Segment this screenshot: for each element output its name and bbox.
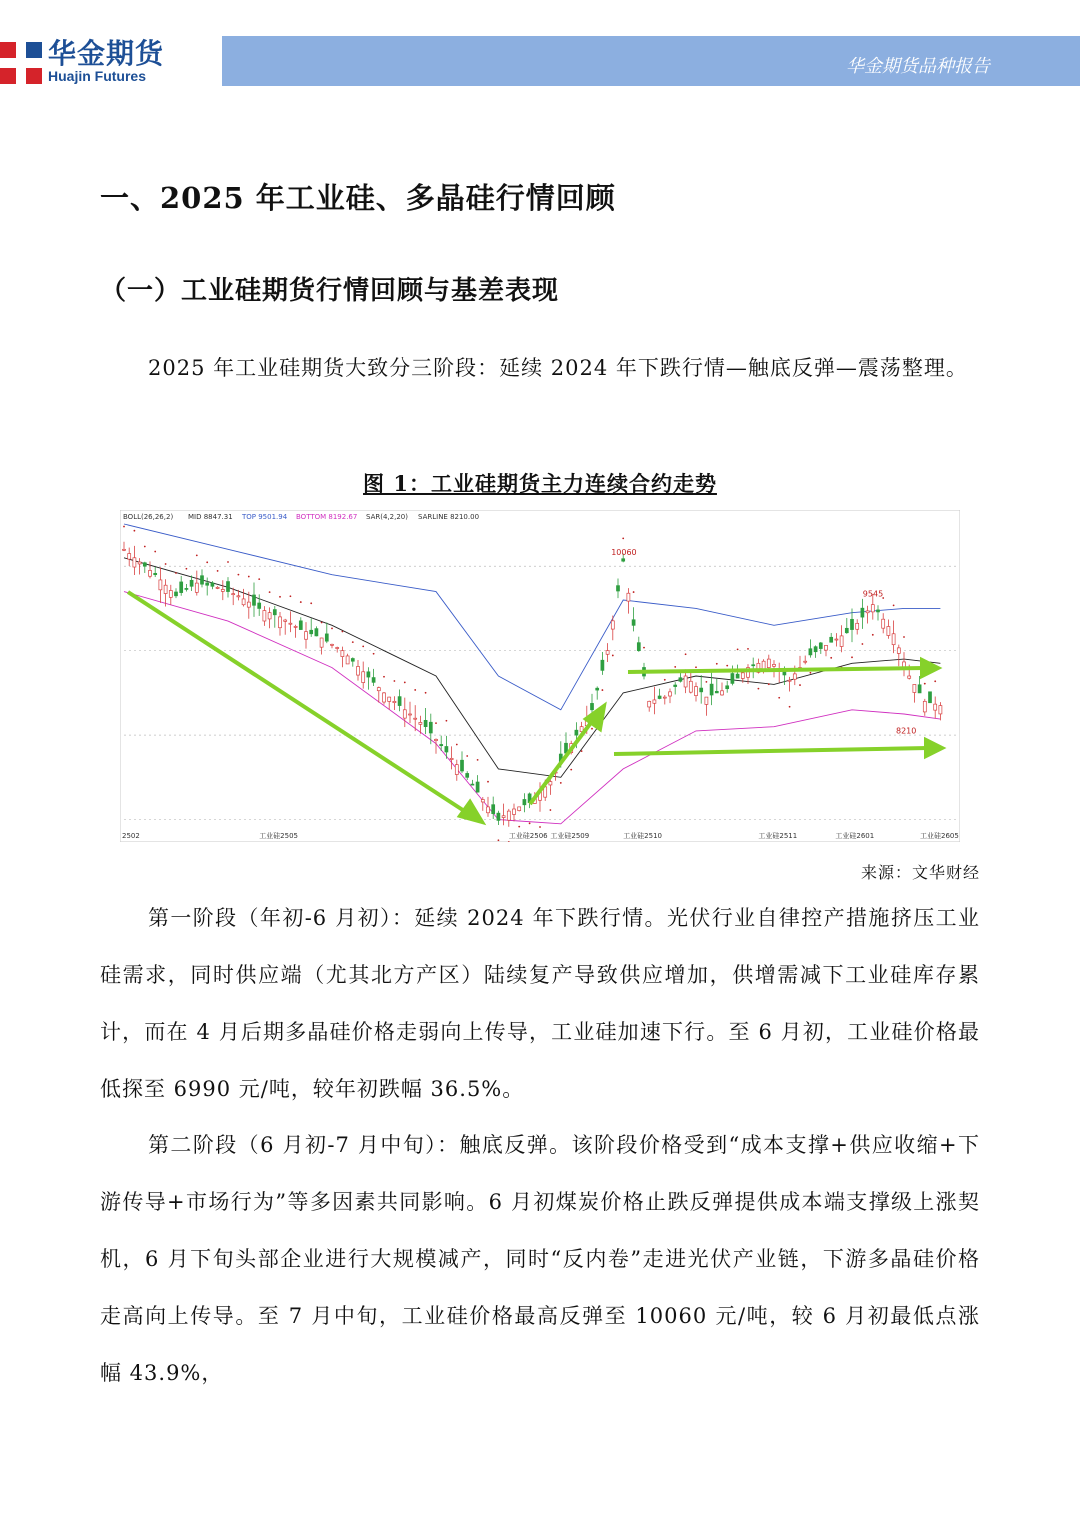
sar-dot (581, 750, 583, 752)
sar-dot (768, 683, 770, 685)
sar-dot (414, 689, 416, 691)
header-banner (222, 36, 1080, 86)
sar-dot (342, 631, 344, 633)
price-annotation: 9545 (862, 589, 884, 599)
sar-dot (893, 604, 895, 606)
sar-dot (269, 591, 271, 593)
subsection-title: （一）工业硅期货行情回顾与基差表现 (100, 276, 560, 306)
section-title: 一、2025 年工业硅、多晶硅行情回顾 (100, 181, 616, 215)
sar-dot (123, 526, 125, 528)
sar-dot (175, 572, 177, 574)
sar-dot (758, 688, 760, 690)
paragraph-stage-1: 第一阶段（年初-6 月初）：延续 2024 年下跌行情。光伏行业自律控产措施挤压工业硅需求，同时供应端（尤其北方产区）陆续复产导致供应增加，供增需减下工业硅库存累计，而在 4 月后期多晶硅价格走弱向上传导，工业硅加速下行。至 6 月初，工业硅价格最低探至 6990 元/吨，较年初跌幅 36.5%。 (100, 906, 980, 1101)
sar-dot (154, 551, 156, 553)
sar-dot (186, 568, 188, 570)
sar-dot (498, 839, 500, 841)
sar-dot (612, 655, 614, 657)
sar-dot (352, 641, 354, 643)
sar-dot (539, 826, 541, 828)
x-tick-label: 工业硅2509 (550, 832, 590, 840)
sar-dot (674, 666, 676, 668)
sar-dot (144, 546, 146, 548)
x-tick-label: 工业硅2506 (508, 832, 548, 840)
sar-dot (238, 574, 240, 576)
x-tick-label: 2502 (122, 832, 140, 840)
sar-dot (258, 578, 260, 580)
price-annotation: 8210 (896, 726, 917, 736)
sar-dot (446, 720, 448, 722)
sar-dot (830, 657, 832, 659)
sar-dot (862, 643, 864, 645)
sar-dot (456, 744, 458, 746)
sar-dot (477, 759, 479, 761)
sar-dot (279, 596, 281, 598)
sar-dot (851, 656, 853, 658)
sar-dot (747, 648, 749, 650)
candle (929, 692, 932, 703)
sar-dot (633, 591, 635, 593)
sar-dot (591, 728, 593, 730)
figure-title: 图 1：工业硅期货主力连续合约走势 (363, 471, 717, 496)
sar-dot (643, 647, 645, 649)
sar-dot (789, 706, 791, 708)
price-chart (120, 510, 960, 842)
sar-dot (622, 537, 624, 539)
sar-dot (487, 781, 489, 783)
sar-dot (872, 634, 874, 636)
sar-dot (196, 554, 198, 556)
sar-dot (425, 692, 427, 694)
sar-dot (248, 576, 250, 578)
sar-dot (529, 822, 531, 824)
sar-dot (560, 782, 562, 784)
sar-dot (778, 697, 780, 699)
sar-dot (373, 653, 375, 655)
sar-dot (706, 681, 708, 683)
legend-sarline: SARLINE 8210.00 (418, 513, 480, 521)
sar-dot (466, 755, 468, 757)
figure-source: 来源：文华财经 (860, 863, 980, 882)
sar-dot (726, 665, 728, 667)
banner-text: 华金期货品种报告 (846, 56, 990, 77)
sar-dot (134, 530, 136, 532)
legend-bottom: BOTTOM 8192.67 (296, 513, 358, 521)
sar-dot (300, 601, 302, 603)
sar-dot (165, 563, 167, 565)
company-name-en: Huajin Futures (48, 68, 147, 84)
sar-dot (716, 663, 718, 665)
sar-dot (602, 689, 604, 691)
legend-sar: SAR(4,2,20) (366, 513, 408, 521)
paragraph-stage-2: 第二阶段（6 月初-7 月中旬）：触底反弹。该阶段价格受到“成本支撑+供应收缩+下游传导+市场行为”等多因素共同影响。6 月初煤炭价格止跌反弹提供成本端支撑级上涨契机，6 月下旬头部企业进行大规模减产，同时“反内卷”走进光伏产业链，下游多晶硅价格走高向上传导。至 7 月中旬，工业硅价格最高反弹至 10060 元/吨，较 6 月初最低点涨幅 43.9%， (100, 1133, 980, 1385)
sar-dot (362, 645, 364, 647)
sar-dot (518, 826, 520, 828)
sar-dot (331, 628, 333, 630)
sar-dot (934, 680, 936, 682)
logo-mark-icon (0, 42, 42, 84)
sar-dot (394, 680, 396, 682)
sar-dot (404, 682, 406, 684)
sar-dot (695, 666, 697, 668)
x-tick-label: 工业硅2505 (259, 832, 299, 840)
sar-dot (217, 570, 219, 572)
sar-dot (550, 809, 552, 811)
price-annotation: 10060 (611, 548, 637, 558)
sar-dot (435, 722, 437, 724)
sar-dot (290, 595, 292, 597)
sar-dot (206, 561, 208, 563)
sar-dot (799, 684, 801, 686)
sar-dot (685, 653, 687, 655)
sar-dot (383, 676, 385, 678)
sar-dot (321, 622, 323, 624)
legend-boll: BOLL(26,26,2) (123, 513, 174, 521)
sar-dot (903, 636, 905, 638)
x-tick-label: 工业硅2511 (758, 832, 798, 840)
sar-dot (810, 672, 812, 674)
company-name-cn: 华金期货 (48, 37, 165, 70)
sar-dot (227, 561, 229, 563)
sar-dot (924, 683, 926, 685)
sar-dot (310, 602, 312, 604)
x-tick-label: 工业硅2510 (623, 832, 663, 840)
sar-dot (664, 679, 666, 681)
sar-dot (570, 769, 572, 771)
x-tick-label: 工业硅2601 (835, 832, 875, 840)
sar-dot (737, 648, 739, 650)
x-tick-label: 工业硅2605 (920, 832, 959, 840)
candle (518, 807, 521, 812)
legend-mid: MID 8847.31 (188, 513, 233, 521)
intro-paragraph: 2025 年工业硅期货大致分三阶段：延续 2024 年下跌行情—触底反弹—震荡整理。 (148, 356, 968, 380)
legend-top: TOP 9501.94 (242, 513, 288, 521)
